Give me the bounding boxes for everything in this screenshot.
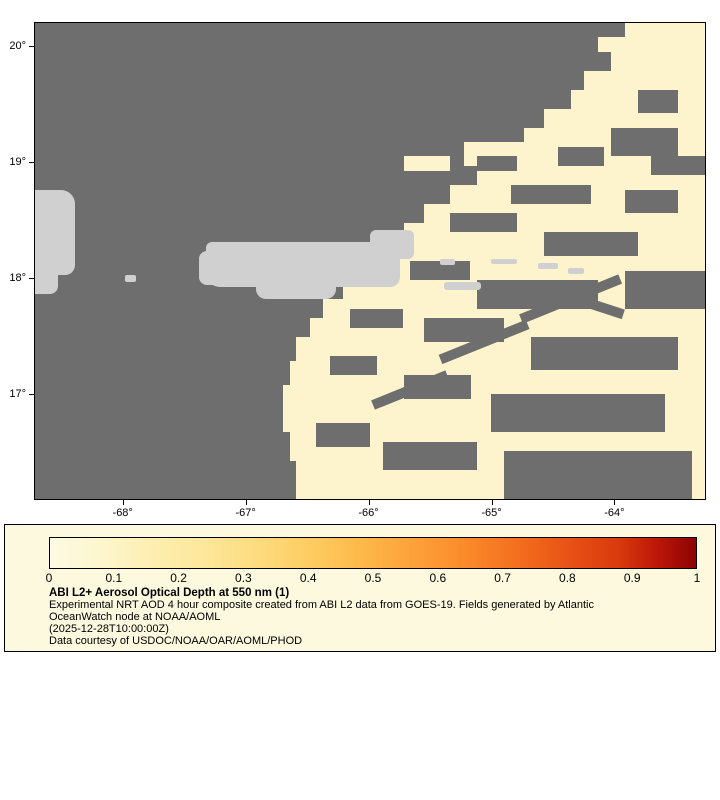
y-tick xyxy=(29,162,34,163)
colorbar-tick-label: 0.1 xyxy=(105,571,123,585)
aod-cell xyxy=(404,156,451,170)
nodata-patch xyxy=(504,451,692,499)
nodata-patch xyxy=(638,90,678,114)
y-tick-label: 18° xyxy=(9,272,26,285)
land-culebra xyxy=(440,259,455,265)
colorbar-tick-label: 0.4 xyxy=(299,571,317,585)
x-tick-label: -64° xyxy=(604,507,625,519)
colorbar-tick-label: 0.8 xyxy=(559,571,576,585)
nodata-patch xyxy=(531,337,678,370)
y-tick xyxy=(29,46,34,47)
nodata-patch xyxy=(611,128,678,157)
y-tick-label: 19° xyxy=(9,156,26,168)
aod-cell xyxy=(544,109,705,128)
land-mona xyxy=(125,275,136,282)
x-tick-label: -65° xyxy=(481,507,502,519)
colorbar-tick-label: 0.3 xyxy=(235,571,252,585)
colorbar xyxy=(49,537,697,569)
y-tick-label: 20° xyxy=(9,39,26,52)
y-tick xyxy=(29,394,34,395)
land-shelf-patch xyxy=(491,259,518,265)
nodata-patch xyxy=(350,309,404,328)
colorbar-tick-label: 0.2 xyxy=(170,571,187,585)
legend-courtesy: Data courtesy of USDOC/NOAA/OAR/AOML/PHOD xyxy=(49,635,303,647)
colorbar-tick-label: 0 xyxy=(45,571,53,585)
legend-title: ABI L2+ Aerosol Optical Depth at 550 nm (1) xyxy=(49,587,290,599)
nodata-patch xyxy=(477,156,517,170)
nodata-patch xyxy=(330,356,377,375)
legend-timestamp: (2025-12-28T10:00:00Z) xyxy=(49,623,169,635)
x-tick-label: -68° xyxy=(112,507,133,519)
colorbar-tick-label: 1 xyxy=(693,571,701,585)
nodata-patch xyxy=(625,190,679,214)
x-tick-label: -67° xyxy=(235,507,256,519)
nodata-patch xyxy=(383,442,477,471)
nodata-patch xyxy=(511,185,591,204)
nodata-patch xyxy=(544,232,638,256)
land-puerto-rico-northeast xyxy=(370,230,414,259)
nodata-patch xyxy=(491,394,665,432)
nodata-patch xyxy=(316,423,370,447)
legend-caption xyxy=(49,587,699,647)
x-tick xyxy=(246,500,247,505)
aod-cell xyxy=(598,37,705,51)
land-puerto-rico-south-cape xyxy=(256,280,336,299)
x-tick xyxy=(614,500,615,505)
nodata-patch xyxy=(450,213,517,232)
land-vieques xyxy=(444,282,481,290)
y-tick xyxy=(29,278,34,279)
map-plot-area[interactable] xyxy=(34,22,706,500)
aod-cell xyxy=(625,23,705,37)
legend-description-line-2: OceanWatch node at NOAA/AOML xyxy=(49,611,221,623)
land-hispaniola-east-tip xyxy=(34,256,58,294)
legend-description-line-1: Experimental NRT AOD 4 hour composite created from ABI L2 data from GOES-19. Fields generated by Atlantic xyxy=(49,599,594,611)
x-tick xyxy=(492,500,493,505)
land-shelf-patch xyxy=(538,263,558,269)
x-tick xyxy=(123,500,124,505)
y-tick-label: 17° xyxy=(9,388,26,401)
legend-panel xyxy=(4,524,716,652)
colorbar-tick-label: 0.7 xyxy=(494,571,511,585)
nodata-patch xyxy=(558,147,605,166)
land-shelf-patch xyxy=(568,268,585,274)
nodata-patch xyxy=(651,156,705,175)
x-tick-label: -66° xyxy=(358,507,379,519)
colorbar-tick-label: 0.9 xyxy=(623,571,641,585)
nodata-patch xyxy=(625,271,705,309)
x-tick xyxy=(369,500,370,505)
colorbar-tick-label: 0.6 xyxy=(429,571,447,585)
land-puerto-rico-west-bulge xyxy=(199,251,239,284)
colorbar-tick-label: 0.5 xyxy=(364,571,382,585)
